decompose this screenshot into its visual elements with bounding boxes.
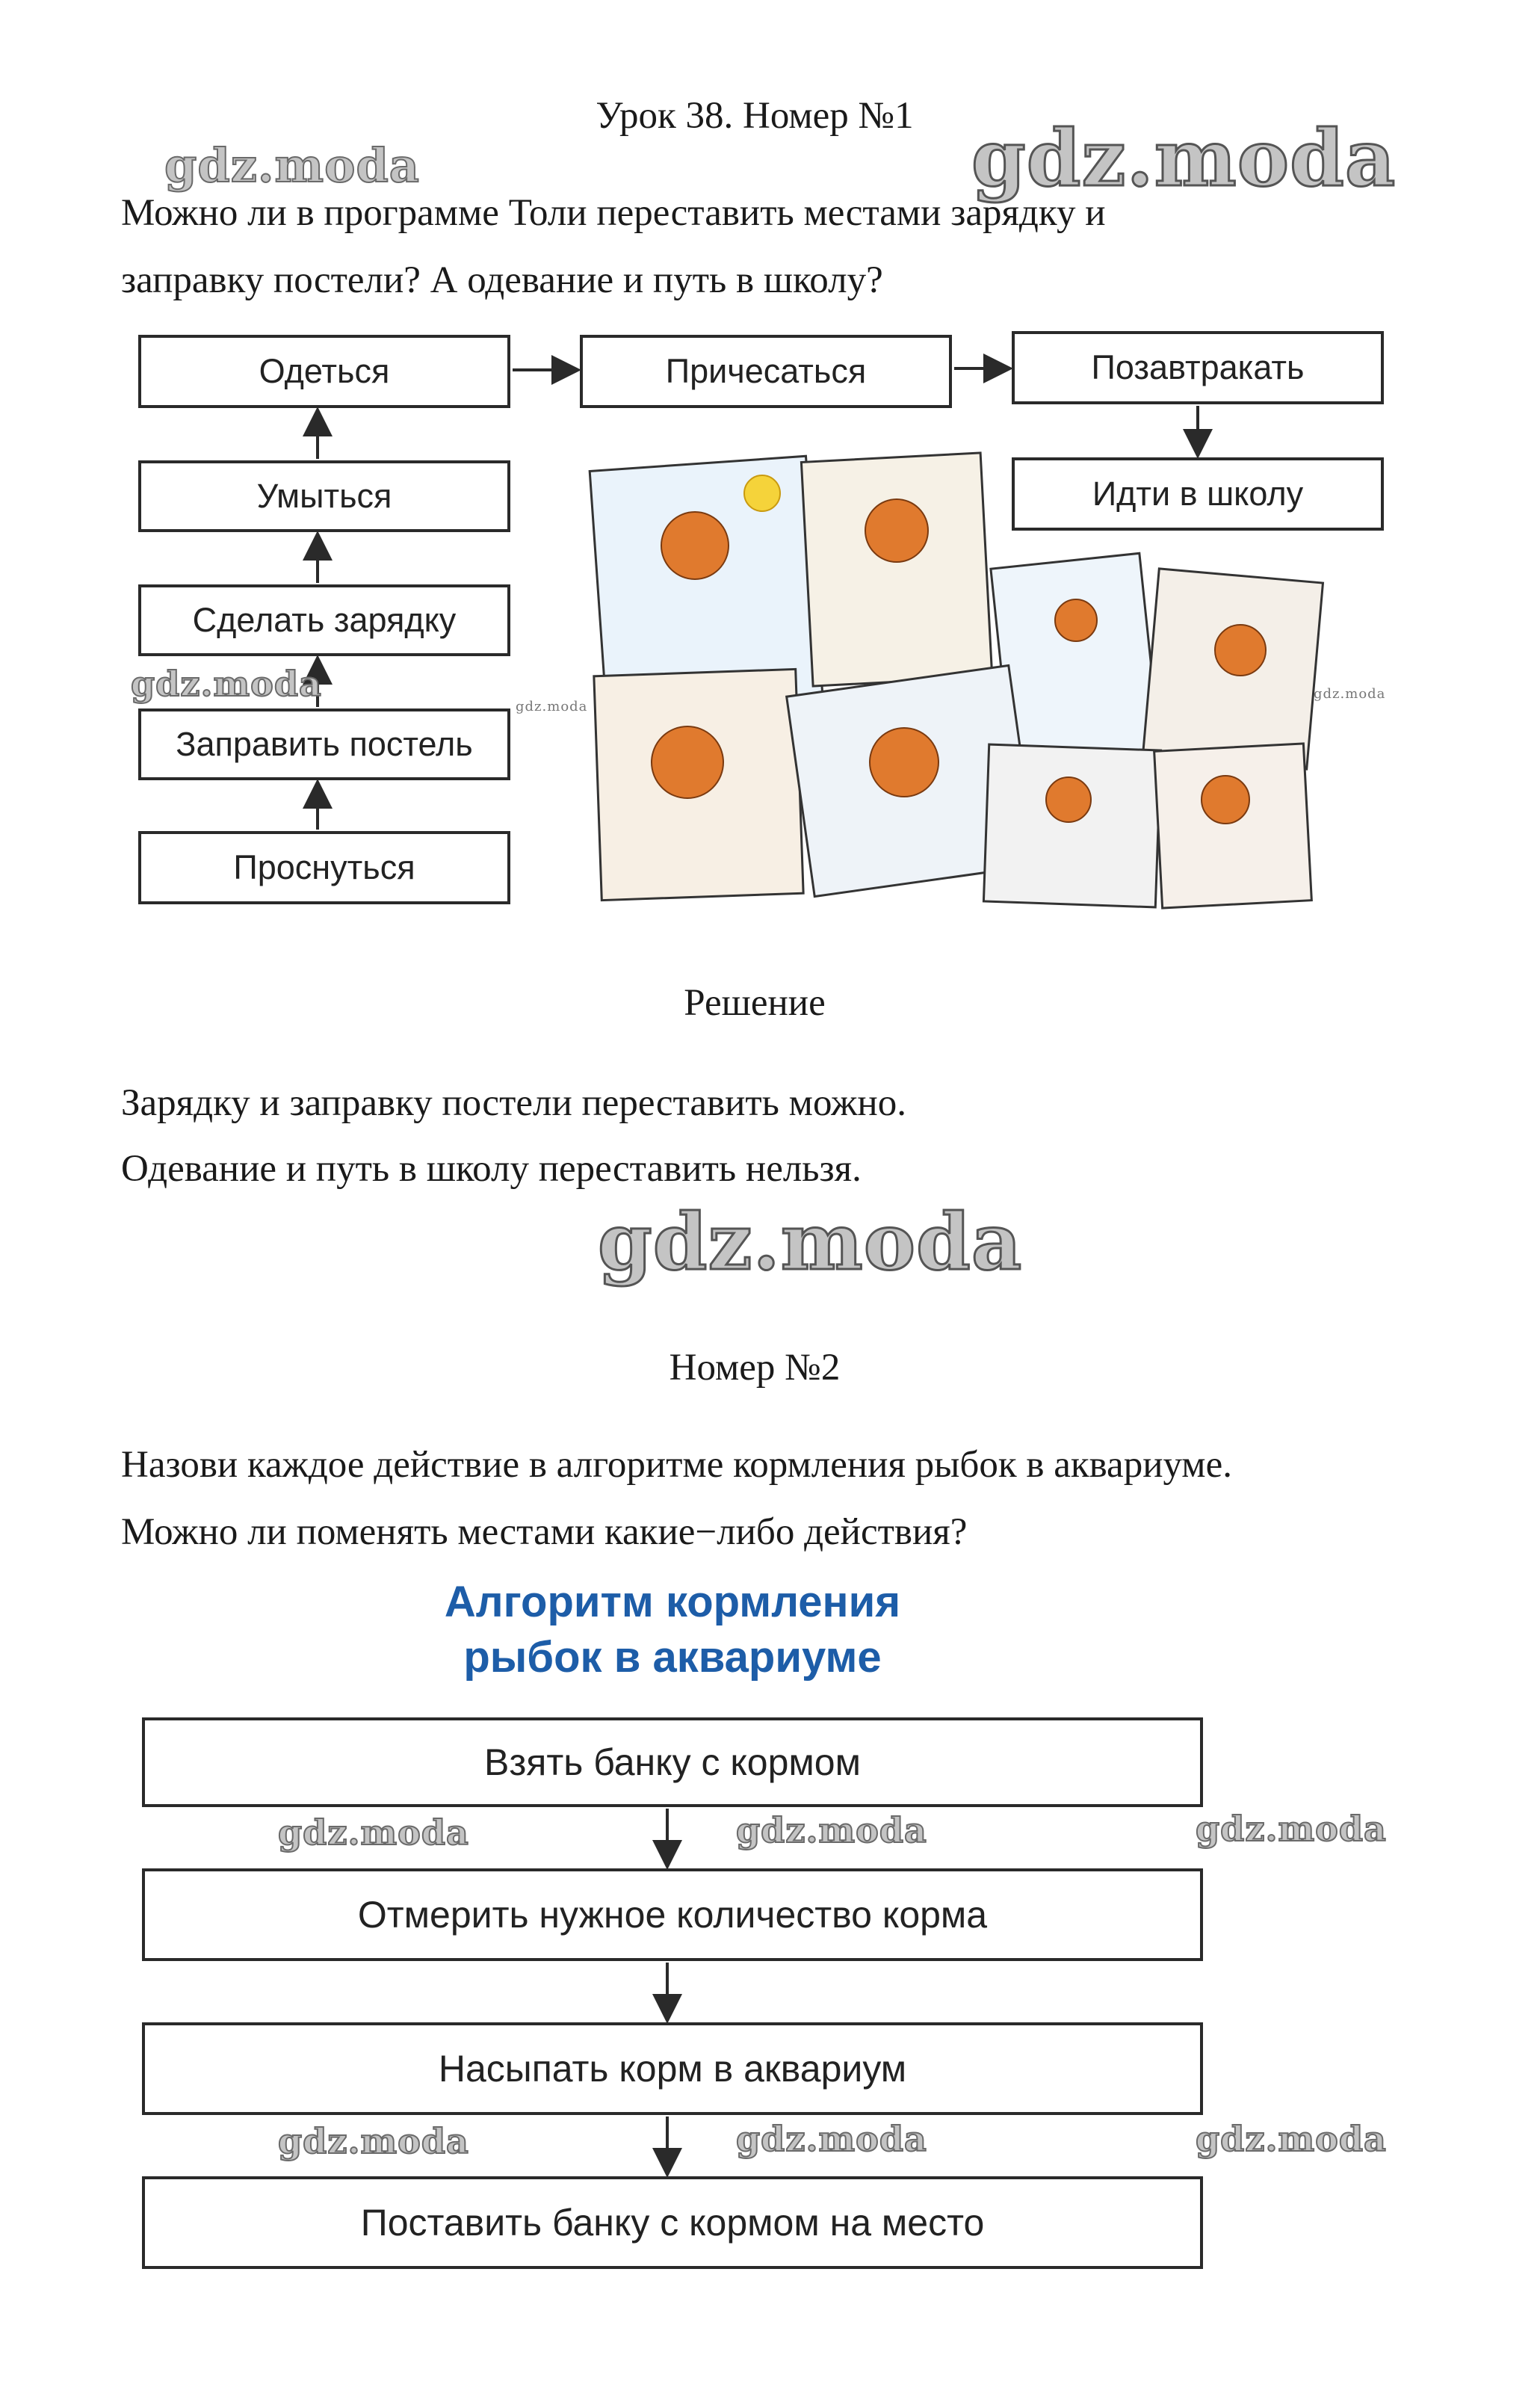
watermark: gdz.moda bbox=[736, 1810, 927, 1850]
answer-line-1: Зарядку и заправку постели переставить можно. bbox=[121, 1082, 906, 1124]
watermark: gdz.moda bbox=[971, 112, 1397, 204]
watermark: gdz.moda bbox=[516, 699, 588, 714]
watermark: gdz.moda bbox=[278, 1812, 469, 1853]
watermark: gdz.moda bbox=[1196, 1809, 1387, 1849]
morning-routine-illustration bbox=[583, 448, 1330, 927]
watermark: gdz.moda bbox=[598, 1196, 1023, 1288]
solution-title: Решение bbox=[684, 982, 826, 1024]
algo-step-2: Отмерить нужное количество корма bbox=[142, 1868, 1203, 1961]
watermark: gdz.moda bbox=[278, 2121, 469, 2161]
step-wake-up: Проснуться bbox=[138, 831, 510, 904]
question-line-2: заправку постели? А одевание и путь в школу? bbox=[121, 259, 883, 301]
watermark: gdz.moda bbox=[1314, 686, 1386, 702]
algorithm-title-line-2: рыбок в аквариуме bbox=[463, 1633, 882, 1682]
step-wash: Умыться bbox=[138, 460, 510, 532]
algo-step-3: Насыпать корм в аквариум bbox=[142, 2022, 1203, 2115]
picture-bed-2 bbox=[1154, 744, 1312, 908]
step-make-bed: Заправить постель bbox=[138, 708, 510, 780]
step-dress: Одеться bbox=[138, 335, 510, 408]
task2-question-line-1: Назови каждое действие в алгоритме кормления рыбок в аквариуме. bbox=[121, 1444, 1232, 1486]
question-line-1: Можно ли в программе Толи переставить местами зарядку и bbox=[121, 192, 1106, 234]
task2-header: Номер №2 bbox=[669, 1347, 841, 1389]
step-comb: Причесаться bbox=[580, 335, 952, 408]
step-exercise: Сделать зарядку bbox=[138, 584, 510, 656]
task2-question-line-2: Можно ли поменять местами какие−либо действия? bbox=[121, 1511, 968, 1553]
watermark: gdz.moda bbox=[736, 2119, 927, 2159]
picture-breakfast bbox=[801, 453, 992, 686]
step-go-to-school: Идти в школу bbox=[1012, 457, 1384, 531]
picture-bed bbox=[983, 744, 1160, 907]
sun-icon bbox=[744, 475, 780, 511]
algo-step-4: Поставить банку с кормом на место bbox=[142, 2176, 1203, 2269]
watermark: gdz.moda bbox=[131, 664, 322, 704]
watermark: gdz.moda bbox=[1196, 2119, 1387, 2159]
algo-step-1: Взять банку с кормом bbox=[142, 1717, 1203, 1807]
answer-line-2: Одевание и путь в школу переставить нельзя. bbox=[121, 1148, 862, 1190]
step-breakfast: Позавтракать bbox=[1012, 331, 1384, 404]
lesson-header: Урок 38. Номер №1 bbox=[596, 95, 914, 137]
watermark: gdz.moda bbox=[164, 138, 420, 193]
algorithm-title-line-1: Алгоритм кормления bbox=[444, 1578, 901, 1626]
